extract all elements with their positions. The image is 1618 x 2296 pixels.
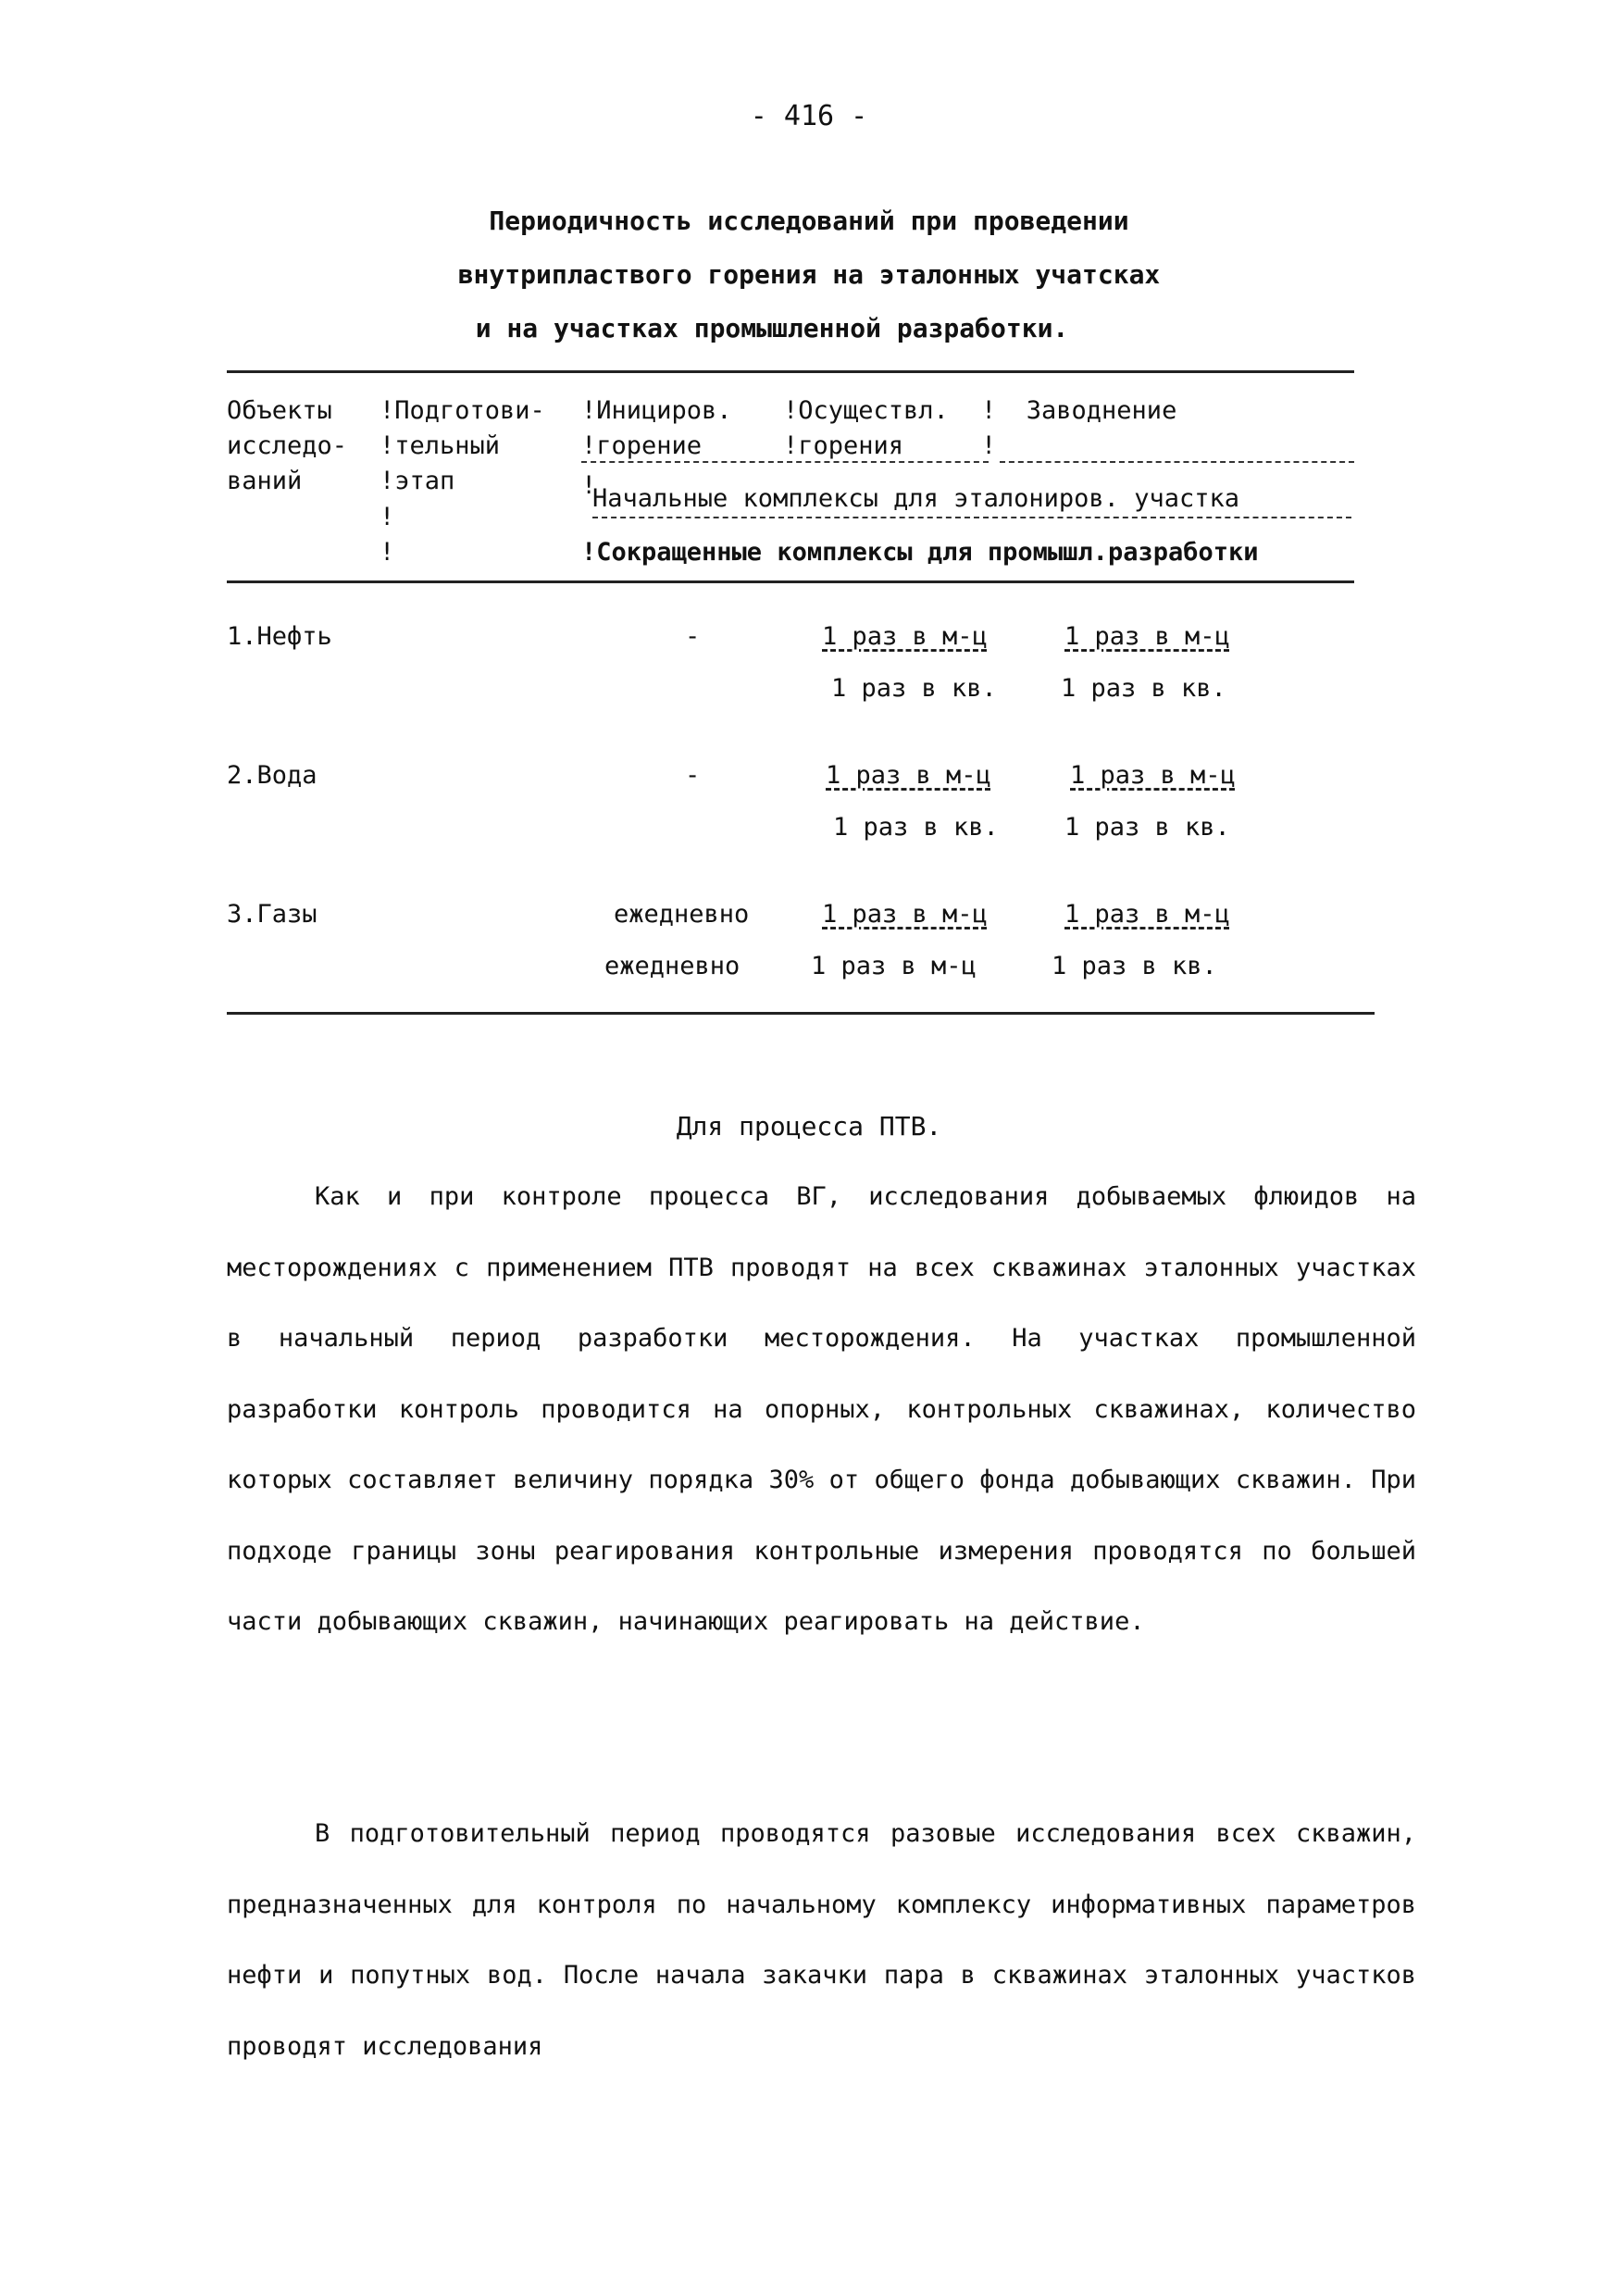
- table-title-line-3: и на участках промышленной разработки.: [475, 313, 1069, 343]
- header-objects-line-2: исследо-: [227, 431, 348, 460]
- header-objects-line-3: ваний: [227, 467, 303, 495]
- table-title-line-2: внутрипластвого горения на эталонных учатсках: [457, 259, 1161, 290]
- table-header-rule: [227, 580, 1354, 583]
- header-init-line-2: !горение: [581, 431, 703, 460]
- header-prep-line-5: !: [380, 538, 395, 567]
- row-2-label: 2.Вода: [227, 761, 317, 790]
- header-reduced-complexes: !Сокращенные комплексы для промышл.разработки: [581, 538, 1259, 567]
- header-dash-left: [581, 461, 989, 463]
- paragraph-1-text: Как и при контроле процесса ВГ, исследования добываемых флюидов на месторождениях с применением ПТВ проводят на всех скважинах эталонных участках в начальный период разработки месторождения. На участках промышленной разработки контроль проводится на опорных, контрольных скважинах, количество которых составляет величину порядка 30% от общего фонда добывающих скважин. При подходе границы зоны реагирования контрольные измерения проводятся по большей части добывающих скважин, начинающих реагировать на действие.: [227, 1182, 1416, 1636]
- header-bang-1: !: [581, 471, 597, 500]
- table-bottom-rule: [227, 1012, 1375, 1015]
- row-3-impl-bottom: 1 раз в м-ц: [811, 952, 977, 980]
- header-prep-line-1: !Подготови-: [380, 396, 545, 425]
- section-subtitle: Для процесса ПТВ.: [676, 1111, 942, 1142]
- header-impl-line-1: !Осуществл.: [783, 396, 949, 425]
- header-objects-line-1: Объекты: [227, 396, 332, 425]
- row-2-flood-bottom: 1 раз в кв.: [1064, 813, 1230, 842]
- row-2-init: -: [685, 761, 701, 790]
- header-initial-complexes: Начальные комплексы для эталониров. участка: [592, 484, 1239, 513]
- header-impl-line-2: !горения: [783, 431, 904, 460]
- page-number: - 416 -: [750, 100, 868, 132]
- row-3-flood-bottom: 1 раз в кв.: [1052, 952, 1217, 980]
- row-3-flood-top: 1 раз в м-ц: [1064, 900, 1230, 929]
- header-prep-line-3: !этап: [380, 467, 455, 495]
- row-1-impl-bottom: 1 раз в кв.: [831, 674, 997, 703]
- row-2-impl-bottom: 1 раз в кв.: [833, 813, 999, 842]
- table-title-line-1: Периодичность исследований при проведении: [489, 206, 1129, 236]
- header-dash-right: [1000, 461, 1354, 463]
- row-1-init: -: [685, 622, 701, 651]
- header-prep-line-4: !: [380, 503, 395, 531]
- row-1-impl-top: 1 раз в м-ц: [822, 622, 988, 651]
- row-2-flood-top: 1 раз в м-ц: [1070, 761, 1236, 790]
- table-top-rule: [227, 370, 1354, 373]
- paragraph-2: [227, 1799, 1416, 2082]
- paragraph-2-text: В подготовительный период проводятся разовые исследования всех скважин, предназначенных для контроля по начальному комплексу информативных параметров нефти и попутных вод. После начала закачки пара в скважинах эталонных участков проводят исследования: [227, 1819, 1416, 2061]
- row-1-label: 1.Нефть: [227, 622, 332, 651]
- row-1-flood-bottom: 1 раз в кв.: [1061, 674, 1226, 703]
- row-1-flood-top: 1 раз в м-ц: [1064, 622, 1230, 651]
- header-flood-line-1: ! Заводнение: [981, 396, 1177, 425]
- row-3-init: ежедневно: [614, 900, 750, 929]
- header-init-line-1: !Инициров.: [581, 396, 732, 425]
- row-3-impl-top: 1 раз в м-ц: [822, 900, 988, 929]
- row-3-label: 3.Газы: [227, 900, 317, 929]
- header-prep-line-2: !тельный: [380, 431, 501, 460]
- row-2-impl-top: 1 раз в м-ц: [826, 761, 991, 790]
- header-flood-line-2: !: [981, 431, 997, 460]
- row-3-init-2: ежедневно: [604, 952, 741, 980]
- header-initial-dash: [592, 517, 1351, 518]
- paragraph-1: [227, 1162, 1416, 1658]
